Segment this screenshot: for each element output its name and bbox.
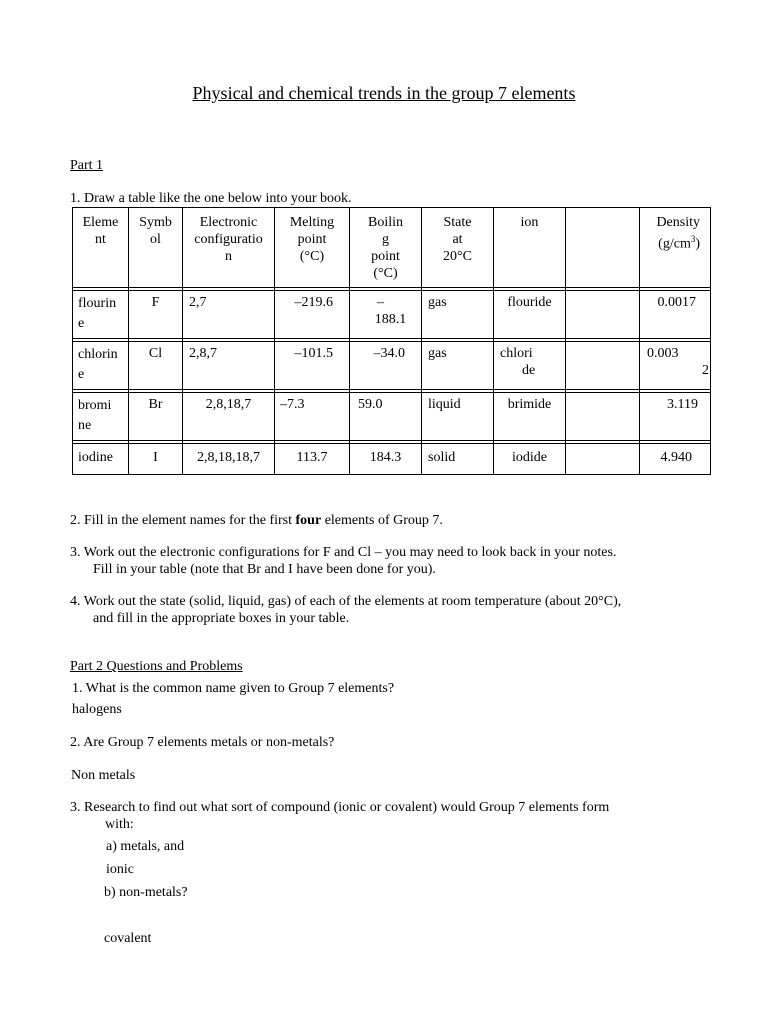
part1-question-2: 2. Fill in the element names for the first four elements of Group 7. (70, 513, 443, 528)
header-ion: ion (520, 215, 539, 230)
table-row-1-element: flourin e (78, 296, 117, 331)
table-row-3-state: liquid (428, 397, 461, 412)
header-symbol: Symb ol (139, 215, 172, 247)
table-row-3-element: bromi ne (78, 398, 112, 433)
table-row-2-state: gas (428, 346, 447, 361)
header-electronic-configuration: Electronic configuratio n (194, 215, 263, 264)
part2-question-2: 2. Are Group 7 elements metals or non-metals? (70, 735, 335, 750)
part2-heading: Part 2 Questions and Problems (70, 659, 243, 674)
table-border (72, 389, 711, 393)
table-border (72, 440, 711, 444)
table-row-3-symbol: Br (148, 397, 163, 412)
table-row-1-ion: flouride (507, 295, 552, 310)
part2-answer-1: halogens (72, 702, 122, 717)
header-element: Eleme nt (82, 215, 119, 247)
table-row-1-boiling: – 188.1 (374, 295, 407, 327)
part1-question-4: 4. Work out the state (solid, liquid, gas) of each of the elements at room temperature (about 20°C), and fill in the appropriate boxes in your table. (70, 594, 622, 626)
table-border (72, 474, 711, 475)
table-border (72, 207, 711, 208)
header-density: Density $(g/cm^3)$ (656, 215, 700, 252)
part1-question-3: 3. Work out the electronic configurations for F and Cl – you may need to look back in your notes. Fill in your table (note that Br and I have been done for you). (70, 545, 617, 577)
table-row-4-boiling: 184.3 (369, 450, 402, 465)
table-row-1-state: gas (428, 295, 447, 310)
table-row-3-boiling: 59.0 (358, 397, 383, 412)
table-row-1-symbol: F (151, 295, 160, 310)
table-row-2-element: chlorin e (78, 347, 118, 382)
header-melting-point: Melting point (°C) (289, 215, 335, 264)
part1-heading: Part 1 (70, 158, 104, 173)
header-state: State at 20°C (443, 215, 472, 264)
table-row-3-melting: –7.3 (280, 397, 305, 412)
table-border (72, 287, 711, 291)
elements-table (72, 207, 711, 475)
part2-question-3: 3. Research to find out what sort of compound (ionic or covalent) would Group 7 elements form with: (70, 800, 610, 832)
table-row-2-ion: chlori de (500, 346, 536, 378)
page-title: Physical and chemical trends in the group 7 elements (192, 83, 576, 103)
part2-answer-3b: covalent (104, 931, 152, 946)
table-row-4-state: solid (428, 450, 456, 465)
table-row-1-config: 2,7 (189, 295, 207, 310)
part1-question-1: 1. Draw a table like the one below into your book. (70, 191, 352, 206)
table-row-4-element: iodine (78, 450, 113, 465)
table-row-2-density: 0.003 2 (647, 346, 709, 378)
table-border (72, 338, 711, 342)
table-row-2-boiling: –34.0 (373, 346, 405, 361)
table-row-3-config: 2,8,18,7 (205, 397, 252, 412)
table-row-4-config: 2,8,18,18,7 (197, 450, 260, 465)
table-row-1-density: 0.0017 (657, 295, 696, 310)
table-row-3-ion: brimide (507, 397, 552, 412)
part2-question-3a: a) metals, and (106, 839, 185, 854)
table-row-2-melting: –101.5 (294, 346, 333, 361)
table-row-3-density: 3.119 (667, 397, 698, 412)
table-row-2-symbol: Cl (148, 346, 163, 361)
table-row-2-config: 2,8,7 (189, 346, 217, 361)
table-row-4-symbol: I (153, 450, 158, 465)
part2-question-1: 1. What is the common name given to Group 7 elements? (72, 681, 395, 696)
table-row-4-ion: iodide (512, 450, 547, 465)
table-row-4-density: 4.940 (660, 450, 692, 465)
part2-question-3b: b) non-metals? (104, 885, 188, 900)
header-boiling-point: Boilin g point (°C) (367, 215, 403, 281)
table-row-1-melting: –219.6 (294, 295, 333, 310)
part2-answer-2: Non metals (71, 768, 136, 783)
part2-answer-3a: ionic (106, 862, 134, 877)
table-row-4-melting: 113.7 (296, 450, 328, 465)
